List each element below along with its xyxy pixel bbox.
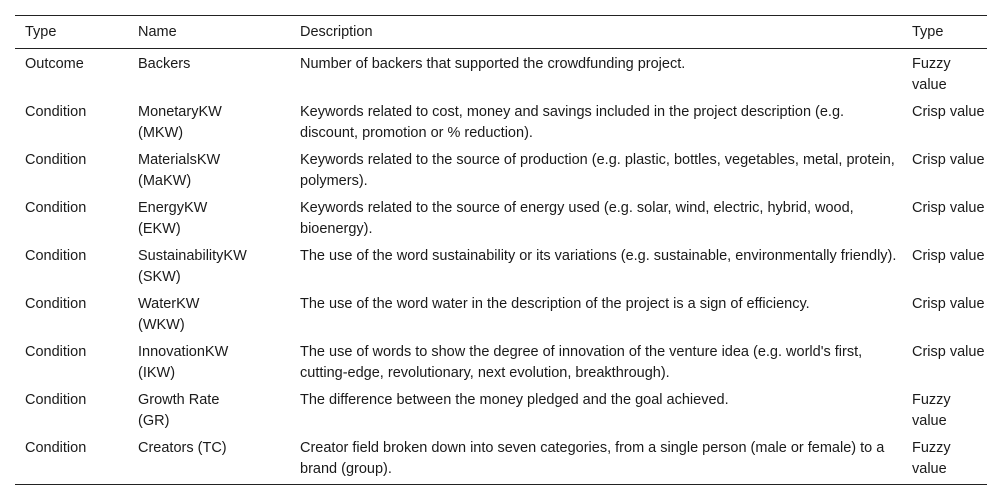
cell-type: Condition [25, 296, 87, 312]
cell-name [128, 49, 290, 100]
cell-value-type: Crisp value [912, 104, 985, 120]
variable-abbreviation: (MKW) [138, 125, 184, 141]
header-value-type: Type [912, 24, 944, 40]
table-row [15, 147, 987, 195]
cell-name [128, 435, 290, 485]
cell-description: Keywords related to the source of production (e.g. plastic, bottles, vegetables, metal, protein, polymers). [300, 152, 895, 189]
variables-table-container [15, 15, 987, 485]
table-row [15, 435, 987, 485]
variable-name: SustainabilityKW [138, 248, 247, 264]
cell-description: The use of the word water in the description of the project is a sign of efficiency. [300, 296, 810, 312]
table-row [15, 387, 987, 435]
cell-value-type: Fuzzy value [912, 440, 951, 477]
variable-name: InnovationKW [138, 344, 229, 360]
cell-name [128, 99, 290, 147]
table-row [15, 291, 987, 339]
header-row [15, 16, 987, 49]
cell-value-type: Crisp value [912, 152, 985, 168]
variable-name: MonetaryKW [138, 104, 222, 120]
variable-name: EnergyKW [138, 200, 208, 216]
cell-type: Condition [25, 344, 87, 360]
cell-name [128, 387, 290, 435]
cell-type: Outcome [25, 56, 84, 72]
cell-value-type: Fuzzy value [912, 56, 951, 93]
variable-abbreviation: (WKW) [138, 317, 185, 333]
variable-name: MaterialsKW [138, 152, 221, 168]
cell-name [128, 147, 290, 195]
cell-name [128, 339, 290, 387]
variable-name: WaterKW [138, 296, 200, 312]
variable-abbreviation: (EKW) [138, 221, 181, 237]
cell-type: Condition [25, 392, 87, 408]
variable-abbreviation: (MaKW) [138, 173, 192, 189]
variable-name: Backers [138, 56, 191, 72]
cell-description: Keywords related to cost, money and savings included in the project description (e.g. discount, promotion or % reduction). [300, 104, 845, 141]
header-description: Description [300, 24, 373, 40]
table-body [15, 49, 987, 485]
header-name: Name [138, 24, 177, 40]
variable-name: Growth Rate [138, 392, 220, 408]
cell-type: Condition [25, 248, 87, 264]
cell-type: Condition [25, 152, 87, 168]
cell-description: Creator field broken down into seven categories, from a single person (male or female) to a brand (group). [300, 440, 885, 477]
cell-type: Condition [25, 200, 87, 216]
cell-description: The difference between the money pledged and the goal achieved. [300, 392, 729, 408]
cell-value-type: Crisp value [912, 296, 985, 312]
table-row [15, 339, 987, 387]
cell-type: Condition [25, 104, 87, 120]
variables-table [15, 15, 987, 485]
table-row [15, 243, 987, 291]
variable-abbreviation: (SKW) [138, 269, 181, 285]
cell-value-type: Crisp value [912, 200, 985, 216]
variable-abbreviation: (GR) [138, 413, 170, 429]
cell-description: Number of backers that supported the crowdfunding project. [300, 56, 686, 72]
cell-name [128, 243, 290, 291]
table-header [15, 16, 987, 49]
cell-name [128, 291, 290, 339]
variable-name: Creators (TC) [138, 440, 227, 456]
cell-name [128, 195, 290, 243]
cell-value-type: Crisp value [912, 248, 985, 264]
cell-type: Condition [25, 440, 87, 456]
cell-value-type: Fuzzy value [912, 392, 951, 429]
cell-description: The use of words to show the degree of innovation of the venture idea (e.g. world's first, cutting-edge, revolutionary, next evolution, breakthrough). [300, 344, 863, 381]
table-row [15, 49, 987, 100]
table-row [15, 99, 987, 147]
cell-value-type: Crisp value [912, 344, 985, 360]
variable-abbreviation: (IKW) [138, 365, 176, 381]
cell-description: Keywords related to the source of energy used (e.g. solar, wind, electric, hybrid, wood, bioenergy). [300, 200, 854, 237]
cell-description: The use of the word sustainability or its variations (e.g. sustainable, environmentally friendly). [300, 248, 897, 264]
header-type: Type [25, 24, 57, 40]
table-row [15, 195, 987, 243]
